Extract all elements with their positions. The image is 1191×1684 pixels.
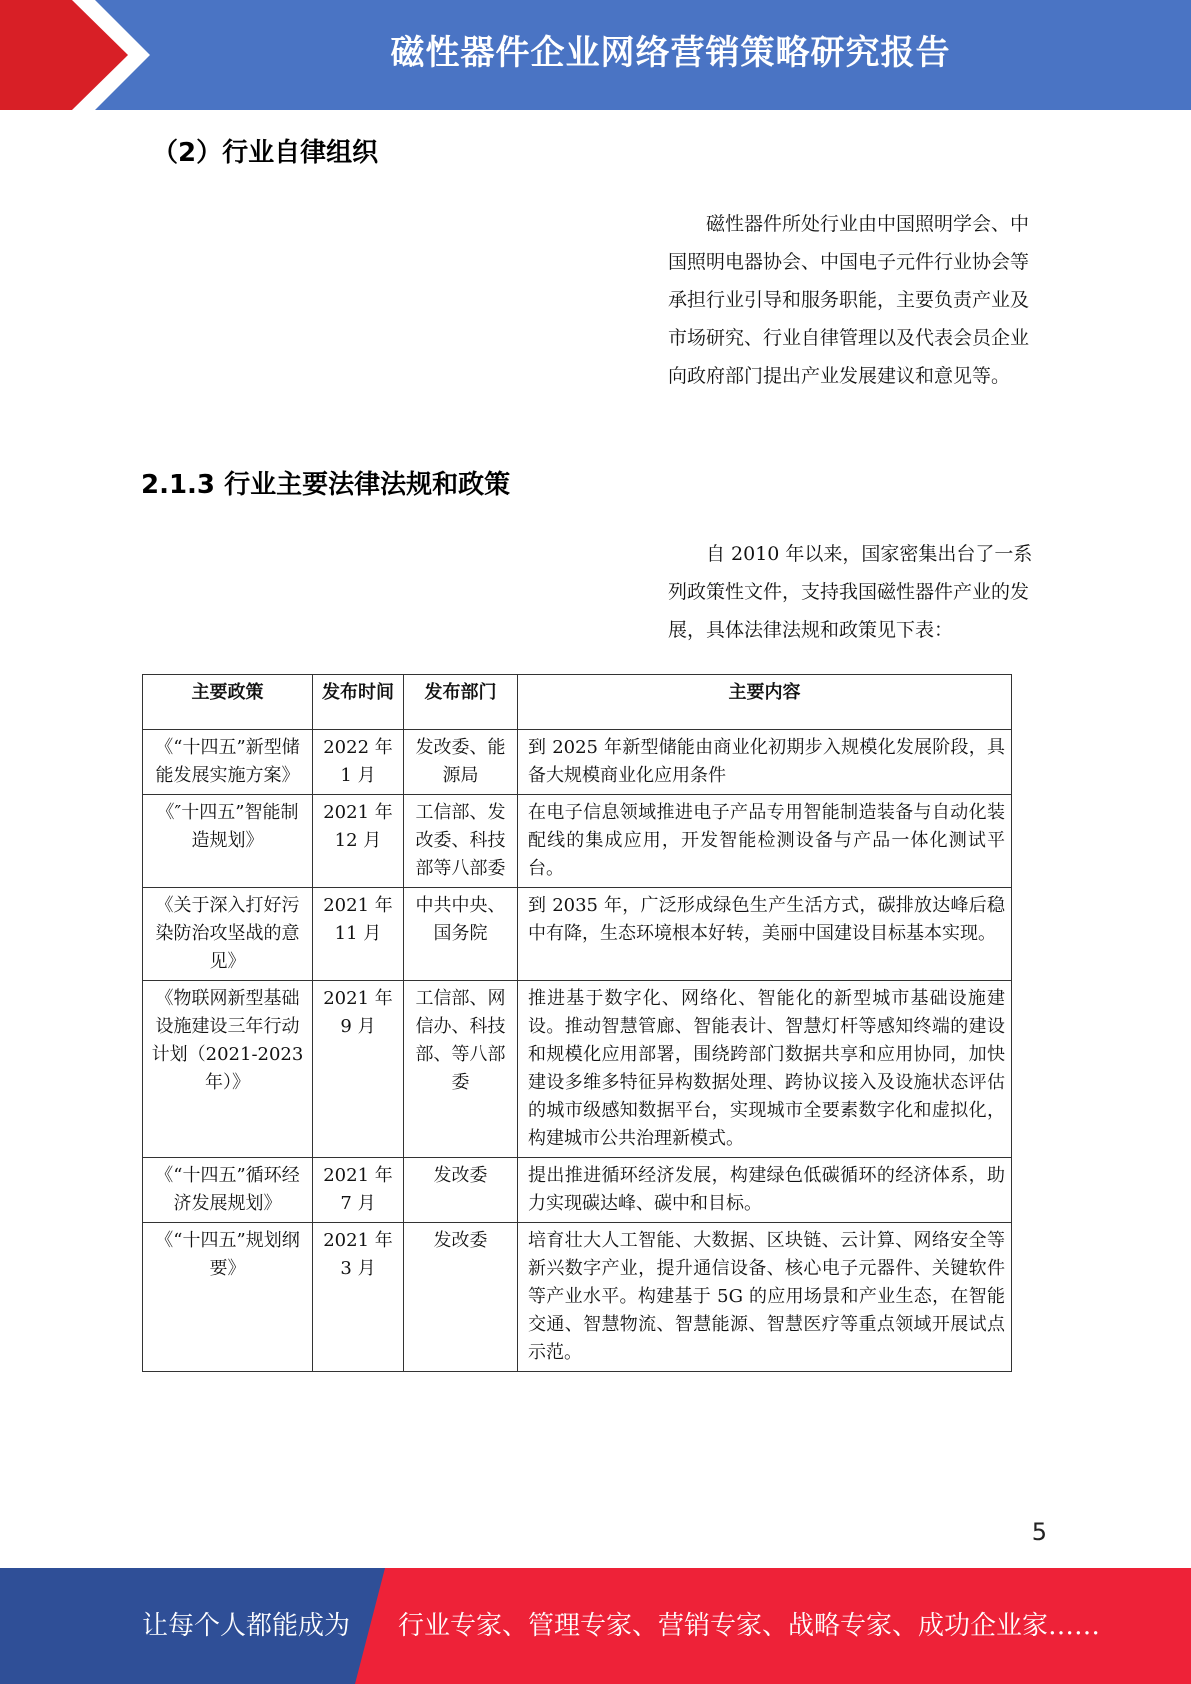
page-number: 5	[1031, 1518, 1047, 1546]
policy-table	[142, 674, 1012, 1372]
section-heading: 2.1.3 行业主要法律法规和政策	[141, 470, 511, 500]
cell-date: 2022 年 1 月	[313, 730, 404, 795]
cell-content: 培育壮大人工智能、大数据、区块链、云计算、网络安全等新兴数字产业，提升通信设备、核心电子元器件、关键软件等产业水平。构建基于 5G 的应用场景和产业生态，在智能交通、智慧物流、智慧能源、智慧医疗等重点领域开展试点示范。	[518, 1223, 1012, 1372]
cell-content: 提出推进循环经济发展，构建绿色低碳循环的经济体系，助力实现碳达峰、碳中和目标。	[518, 1158, 1012, 1223]
cell-dept: 发改委、能源局	[404, 730, 518, 795]
paragraph-self-regulatory: 磁性器件所处行业由中国照明学会、中国照明电器协会、中国电子元件行业协会等承担行业引导和服务职能，主要负责产业及市场研究、行业自律管理以及代表会员企业向政府部门提出产业发展建议和意见等。	[668, 213, 1030, 387]
cell-dept: 发改委	[404, 1158, 518, 1223]
table-row	[143, 730, 1012, 795]
header-policy: 主要政策	[143, 675, 313, 730]
table-row	[143, 1158, 1012, 1223]
table-row	[143, 888, 1012, 981]
cell-dept: 工信部、网信办、科技部、等八部委	[404, 981, 518, 1158]
cell-dept: 工信部、发改委、科技部等八部委	[404, 795, 518, 888]
cell-dept: 中共中央、国务院	[404, 888, 518, 981]
cell-content: 推进基于数字化、网络化、智能化的新型城市基础设施建设。推动智慧管廊、智能表计、智慧灯杆等感知终端的建设和规模化应用部署，围绕跨部门数据共享和应用协同，加快建设多维多特征异构数据处理、跨协议接入及设施状态评估的城市级感知数据平台，实现城市全要素数字化和虚拟化，构建城市公共治理新模式。	[518, 981, 1012, 1158]
table-row	[143, 981, 1012, 1158]
cell-date: 2021 年 3 月	[313, 1223, 404, 1372]
cell-date: 2021 年 7 月	[313, 1158, 404, 1223]
header-content: 主要内容	[518, 675, 1012, 730]
table-row	[143, 795, 1012, 888]
cell-content: 到 2025 年新型储能由商业化初期步入规模化发展阶段，具备大规模商业化应用条件	[518, 730, 1012, 795]
cell-dept: 发改委	[404, 1223, 518, 1372]
page-footer	[0, 1568, 1191, 1684]
paragraph-policy-intro: 自 2010 年以来，国家密集出台了一系列政策性文件，支持我国磁性器件产业的发展，具体法律法规和政策见下表：	[668, 543, 1033, 641]
header-chevron-decoration	[0, 0, 150, 110]
header-date: 发布时间	[313, 675, 404, 730]
subsection-heading: （2）行业自律组织	[152, 138, 379, 168]
cell-content: 到 2035 年，广泛形成绿色生产生活方式，碳排放达峰后稳中有降，生态环境根本好转，美丽中国建设目标基本实现。	[518, 888, 1012, 981]
cell-policy: 《物联网新型基础设施建设三年行动计划（2021-2023 年）》	[143, 981, 313, 1158]
cell-content: 在电子信息领域推进电子产品专用智能制造装备与自动化装配线的集成应用，开发智能检测设备与产品一体化测试平台。	[518, 795, 1012, 888]
cell-date: 2021 年 12 月	[313, 795, 404, 888]
cell-policy: 《“十四五”规划纲要》	[143, 1223, 313, 1372]
cell-policy: 《“十四五”循环经济发展规划》	[143, 1158, 313, 1223]
report-title: 磁性器件企业网络营销策略研究报告	[390, 33, 951, 73]
footer-slogan-left: 让每个人都能成为	[142, 1611, 351, 1641]
cell-policy: 《″十四五”智能制造规划》	[143, 795, 313, 888]
footer-slogan-right: 行业专家、管理专家、营销专家、战略专家、成功企业家……	[398, 1611, 1101, 1641]
table-header-row	[143, 675, 1012, 730]
table-row	[143, 1223, 1012, 1372]
cell-policy: 《“十四五”新型储能发展实施方案》	[143, 730, 313, 795]
page-header	[0, 0, 1191, 110]
cell-date: 2021 年 11 月	[313, 888, 404, 981]
header-dept: 发布部门	[404, 675, 518, 730]
cell-date: 2021 年 9 月	[313, 981, 404, 1158]
cell-policy: 《关于深入打好污染防治攻坚战的意见》	[143, 888, 313, 981]
